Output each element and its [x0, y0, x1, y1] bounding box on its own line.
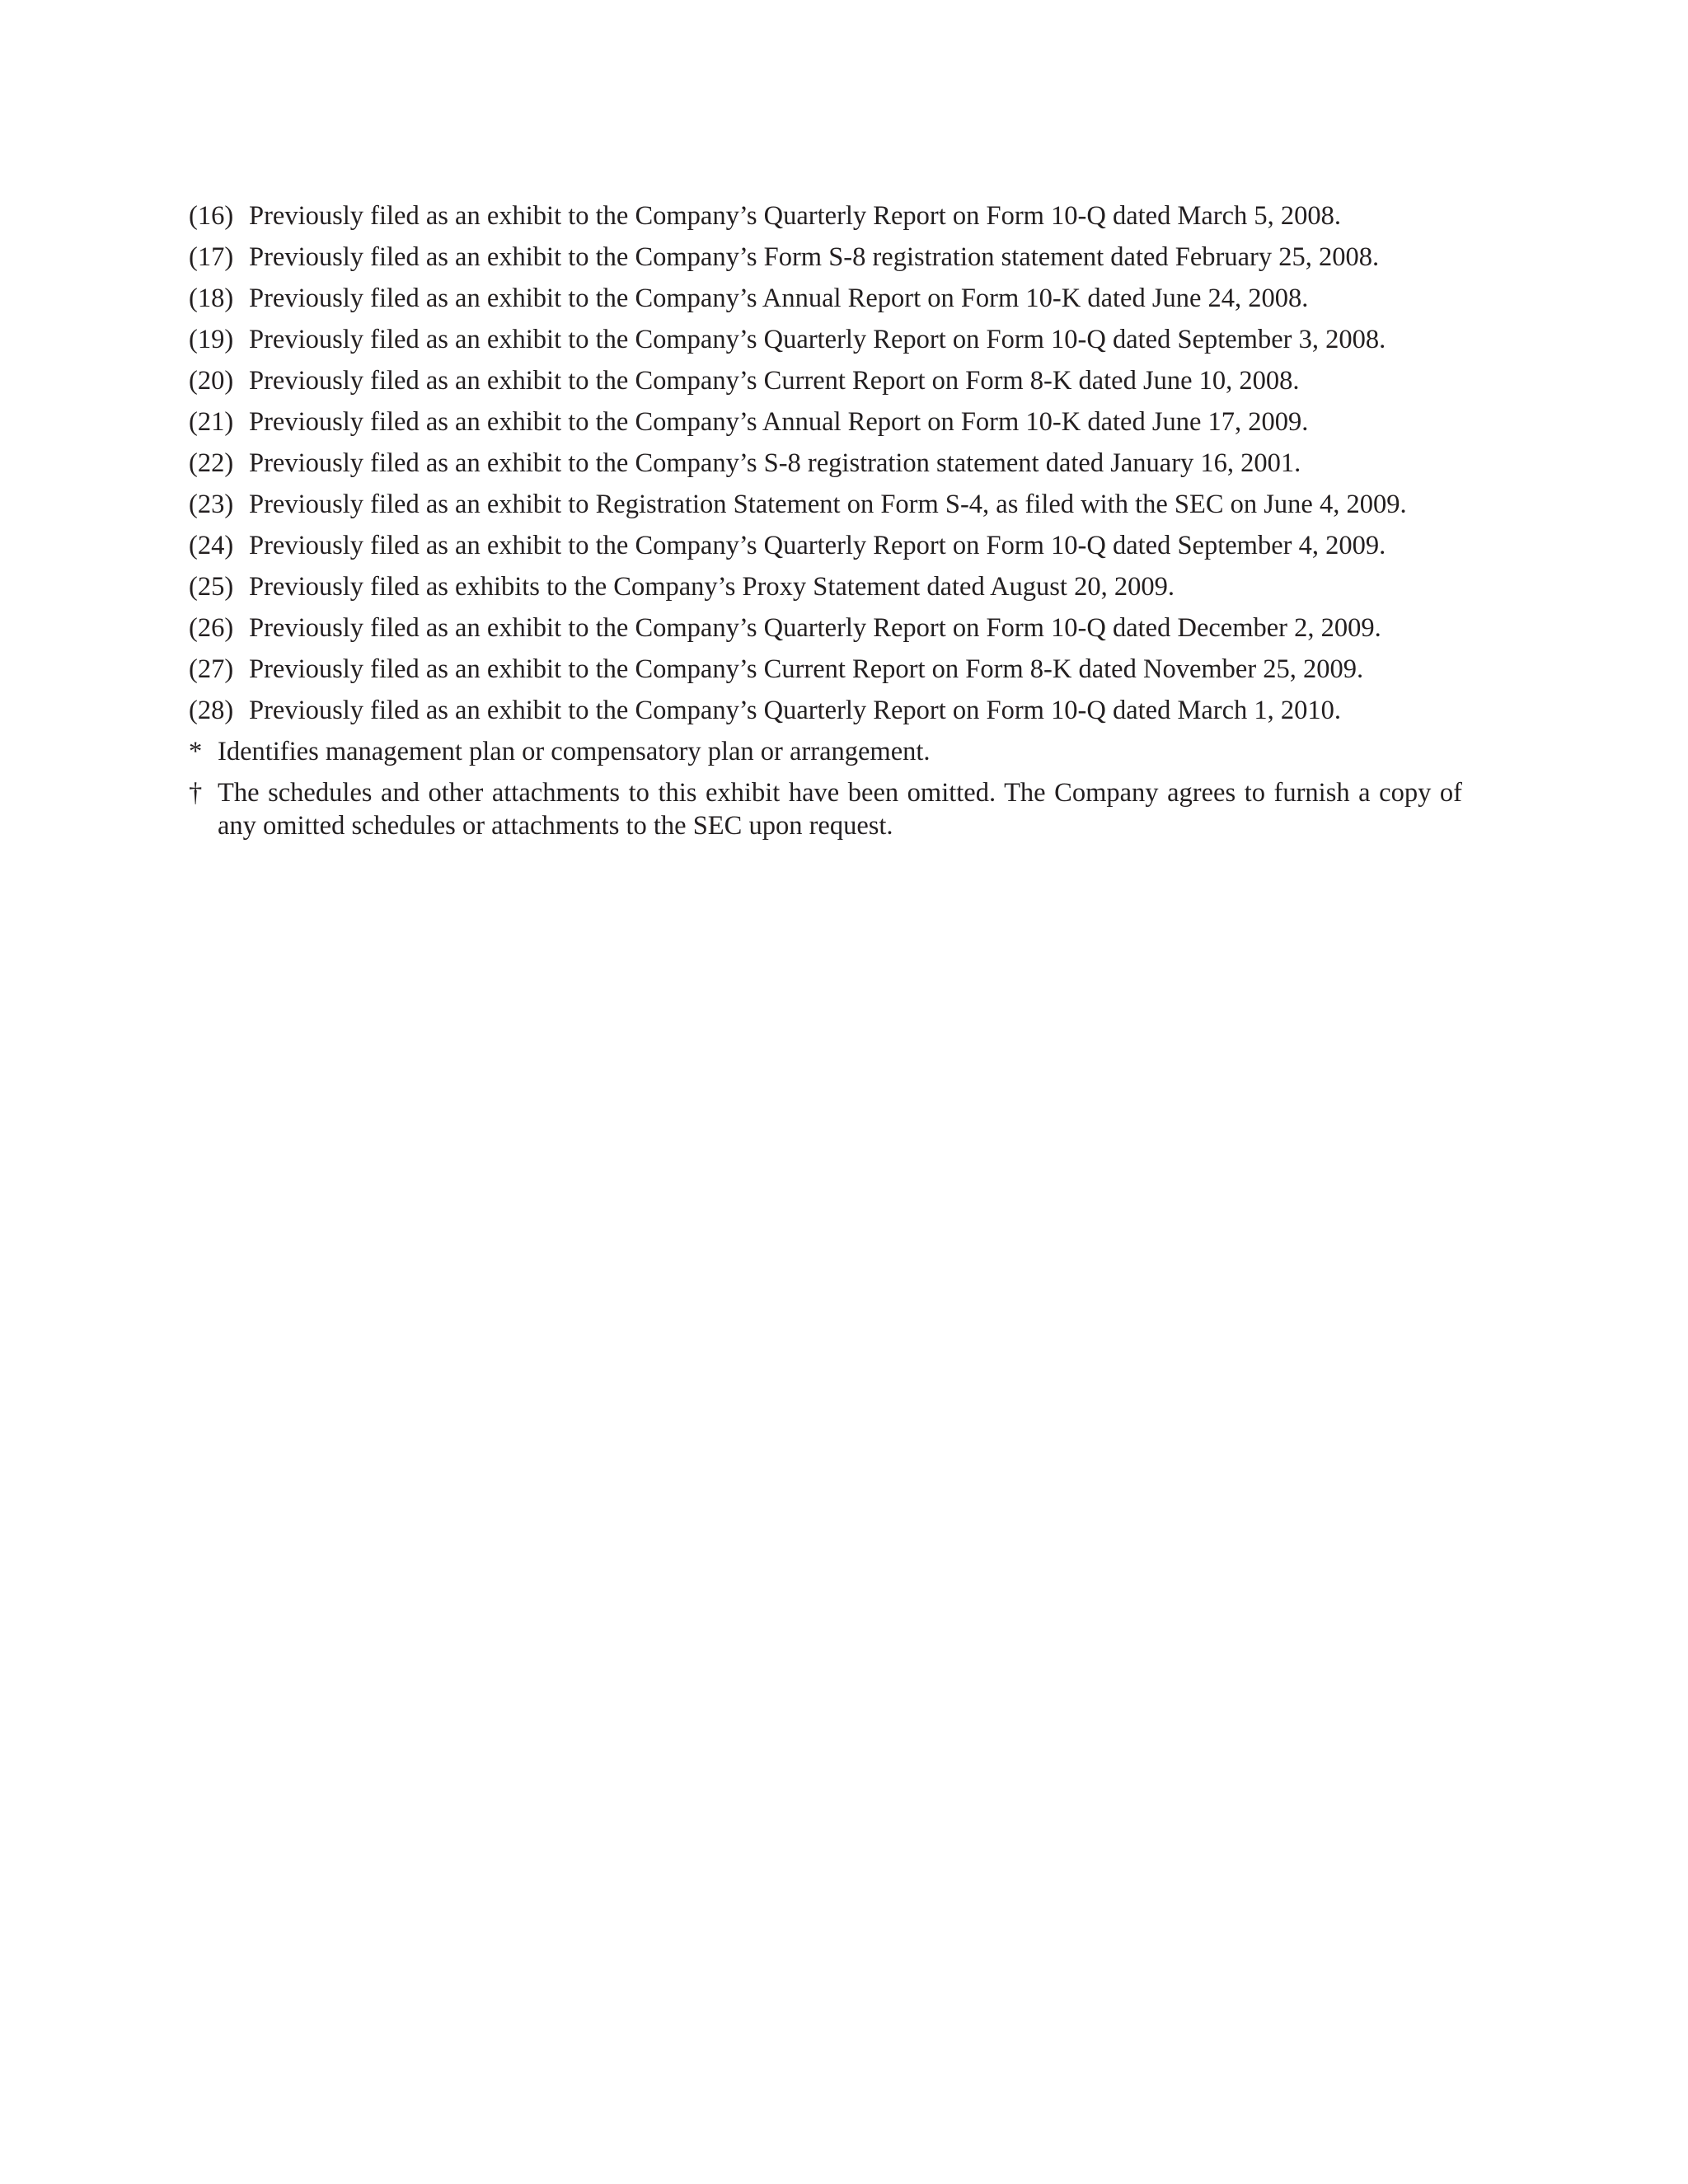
footnote-18 — [189, 278, 1458, 319]
footnote-number: (22) — [189, 448, 234, 478]
footnote-asterisk — [189, 731, 1458, 772]
footnote-text: Previously filed as an exhibit to the Company’s Annual Report on Form 10-K dated June 24, 2008. — [249, 284, 1309, 313]
footnote-number: (28) — [189, 696, 234, 725]
footnote-number: (25) — [189, 572, 234, 602]
footnote-22 — [189, 443, 1458, 484]
footnote-text: Previously filed as an exhibit to the Company’s Quarterly Report on Form 10-Q dated December 2, 2009. — [249, 613, 1381, 643]
footnote-number: (18) — [189, 284, 234, 313]
footnote-dagger — [189, 776, 1462, 846]
exhibit-footnotes — [189, 195, 1462, 846]
footnote-20 — [189, 360, 1458, 401]
footnote-number: (17) — [189, 242, 234, 272]
footnote-text: Identifies management plan or compensatory plan or arrangement. — [218, 737, 931, 766]
footnote-17 — [189, 237, 1458, 278]
footnote-text: Previously filed as an exhibit to the Company’s Current Report on Form 8-K dated June 10, 2008. — [249, 366, 1300, 396]
footnote-text: Previously filed as an exhibit to the Company’s Form S-8 registration statement dated February 25, 2008. — [249, 242, 1380, 272]
footnote-text: Previously filed as an exhibit to the Company’s Quarterly Report on Form 10-Q dated March 1, 2010. — [249, 696, 1342, 725]
footnote-number: (19) — [189, 325, 234, 354]
footnote-21 — [189, 401, 1458, 443]
footnote-26 — [189, 607, 1458, 649]
footnote-text: Previously filed as an exhibit to the Company’s Quarterly Report on Form 10-Q dated September 4, 2009. — [249, 531, 1386, 560]
footnote-28 — [189, 690, 1458, 731]
footnote-text: The schedules and other attachments to this exhibit have been omitted. The Company agrees to furnish a copy of any omitted schedules or attachments to the SEC upon request. — [218, 778, 1462, 841]
footnote-25 — [189, 566, 1458, 607]
footnote-number: (23) — [189, 490, 234, 519]
footnote-23 — [189, 484, 1458, 525]
dagger-symbol: † — [189, 778, 203, 808]
footnote-19 — [189, 319, 1458, 360]
footnote-text: Previously filed as an exhibit to the Company’s Quarterly Report on Form 10-Q dated September 3, 2008. — [249, 325, 1386, 354]
footnote-text: Previously filed as an exhibit to Registration Statement on Form S-4, as filed with the SEC on June 4, 2009. — [249, 490, 1407, 519]
asterisk-symbol: * — [189, 737, 203, 766]
footnote-number: (24) — [189, 531, 234, 560]
footnote-text: Previously filed as an exhibit to the Company’s Quarterly Report on Form 10-Q dated March 5, 2008. — [249, 201, 1342, 231]
footnote-text: Previously filed as exhibits to the Company’s Proxy Statement dated August 20, 2009. — [249, 572, 1175, 602]
footnote-24 — [189, 525, 1458, 566]
footnote-text: Previously filed as an exhibit to the Company’s Current Report on Form 8-K dated November 25, 2009. — [249, 654, 1364, 684]
footnote-16 — [189, 195, 1458, 237]
footnote-number: (21) — [189, 407, 234, 437]
footnote-text: Previously filed as an exhibit to the Company’s Annual Report on Form 10-K dated June 17, 2009. — [249, 407, 1309, 437]
footnote-number: (26) — [189, 613, 234, 643]
footnote-number: (27) — [189, 654, 234, 684]
footnote-text: Previously filed as an exhibit to the Company’s S-8 registration statement dated January 16, 2001. — [249, 448, 1301, 478]
footnote-27 — [189, 649, 1458, 690]
footnote-number: (16) — [189, 201, 234, 231]
footnote-number: (20) — [189, 366, 234, 396]
